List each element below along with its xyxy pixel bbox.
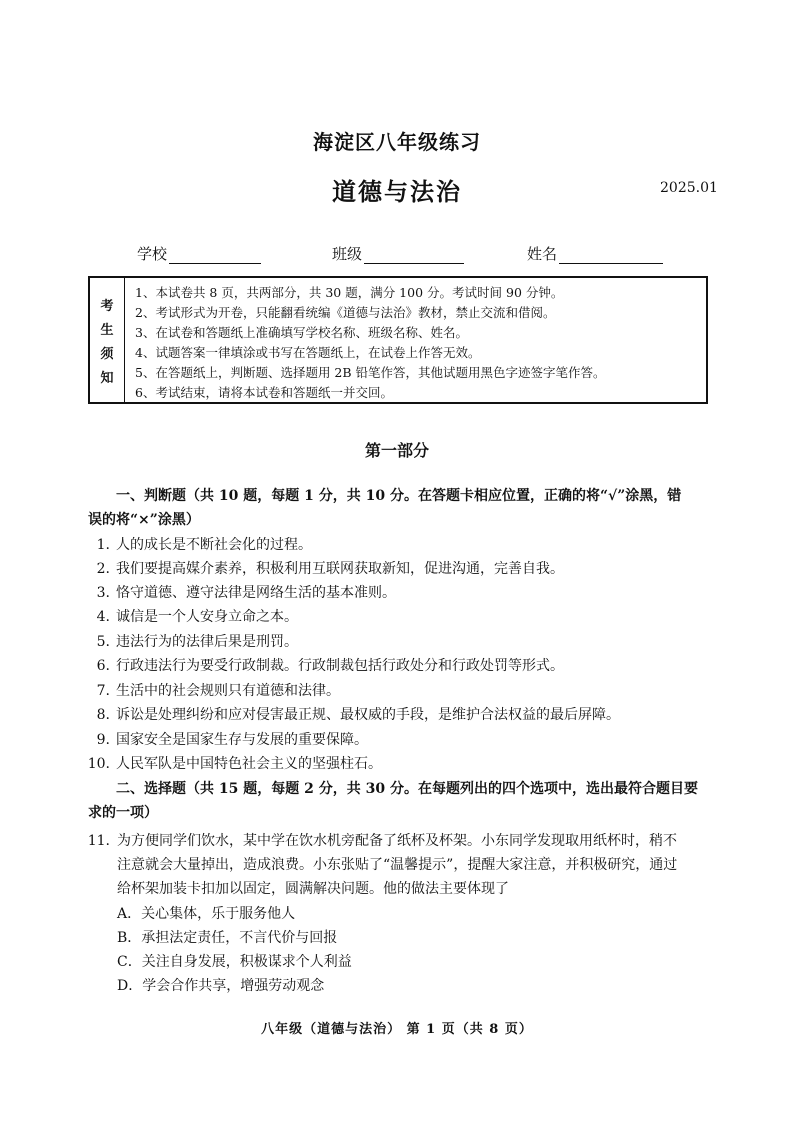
question-7 — [82, 679, 340, 703]
question-2 — [82, 557, 564, 581]
question-text: 诚信是一个人安身立命之本。 — [116, 609, 298, 625]
page-footer: 八年级（道德与法治） 第 1 页（共 8 页） — [261, 1022, 533, 1037]
question-text: 恪守道德、遵守法律是网络生活的基本准则。 — [116, 585, 396, 601]
option-d: D．学会合作共享，增强劳动观念 — [117, 978, 325, 994]
question-number: 5. — [96, 634, 110, 650]
question-number: 8. — [96, 707, 110, 723]
notice-item: 3、在试卷和答题纸上准确填写学校名称、班级名称、姓名。 — [135, 325, 468, 340]
notice-item: 6、考试结束，请将本试卷和答题纸一并交回。 — [135, 385, 393, 400]
name-field[interactable] — [527, 243, 663, 264]
question-4 — [82, 605, 298, 629]
question-10 — [82, 752, 382, 776]
name-blank[interactable] — [559, 247, 663, 264]
question-number: 6. — [96, 658, 110, 674]
section2-heading-line2: 求的一项） — [88, 805, 158, 821]
notice-heading-char: 须 — [100, 346, 114, 362]
question-number: 1. — [96, 537, 110, 553]
name-label: 姓名 — [527, 245, 558, 263]
option-b: B．承担法定责任，不言代价与回报 — [117, 930, 338, 946]
notice-item: 4、试题答案一律填涂或书写在答题纸上，在试卷上作答无效。 — [135, 345, 481, 360]
class-blank[interactable] — [364, 247, 464, 264]
school-blank[interactable] — [169, 247, 261, 264]
question-text: 人民军队是中国特色社会主义的坚强柱石。 — [116, 756, 382, 772]
notice-heading — [90, 278, 125, 402]
question-number: 2. — [96, 561, 110, 577]
question-number: 7. — [96, 683, 110, 699]
question-number: 3. — [96, 585, 110, 601]
question-text: 诉讼是处理纠纷和应对侵害最正规、最权威的手段，是维护合法权益的最后屏障。 — [116, 707, 620, 723]
notice-heading-char: 考 — [100, 298, 114, 314]
question-number: 9. — [96, 732, 110, 748]
question-8 — [82, 703, 620, 727]
option-c: C．关注自身发展，积极谋求个人利益 — [117, 954, 352, 970]
section1-heading-line1: 一、判断题（共 10 题，每题 1 分，共 10 分。在答题卡相应位置，正确的将“√”涂黑，错 — [116, 488, 682, 504]
option-a: A．关心集体，乐于服务他人 — [117, 906, 296, 922]
notice-item: 2、考试形式为开卷，只能翻看统编《道德与法治》教材，禁止交流和借阅。 — [135, 305, 556, 320]
notice-list — [125, 278, 706, 402]
question-3 — [82, 581, 396, 605]
school-field[interactable] — [137, 243, 261, 264]
question-number: 11. — [87, 833, 110, 849]
question-11-line: 给杯架加装卡扣加以固定，圆满解决问题。他的做法主要体现了 — [117, 881, 509, 897]
subject-title: 道德与法治 — [332, 177, 462, 206]
question-1 — [82, 533, 312, 557]
section1-heading-line2: 误的将“×”涂黑） — [88, 512, 200, 528]
question-9 — [82, 728, 368, 752]
section1-heading — [88, 484, 716, 532]
question-text: 行政违法行为要受行政制裁。行政制裁包括行政处分和行政处罚等形式。 — [116, 658, 564, 674]
exam-notice-box — [88, 276, 708, 404]
notice-item: 1、本试卷共 8 页，共两部分，共 30 题，满分 100 分。考试时间 90 分钟。 — [135, 285, 564, 300]
question-text: 人的成长是不断社会化的过程。 — [116, 537, 312, 553]
school-label: 学校 — [137, 245, 168, 263]
question-5 — [82, 630, 298, 654]
question-11-line: 为方便同学们饮水，某中学在饮水机旁配备了纸杯及杯架。小东同学发现取用纸杯时，稍不 — [117, 833, 677, 849]
class-field[interactable] — [332, 243, 464, 264]
notice-item: 5、在答题纸上，判断题、选择题用 2B 铅笔作答，其他试题用黑色字迹签字笔作答。 — [135, 365, 606, 380]
question-text: 生活中的社会规则只有道德和法律。 — [116, 683, 340, 699]
exam-title: 海淀区八年级练习 — [313, 130, 481, 154]
exam-date: 2025.01 — [660, 180, 718, 196]
section2-heading-line1: 二、选择题（共 15 题，每题 2 分，共 30 分。在每题列出的四个选项中，选出最符合题目要 — [116, 781, 698, 797]
part-title: 第一部分 — [364, 441, 429, 460]
question-text: 我们要提高媒介素养，积极利用互联网获取新知，促进沟通，完善自我。 — [116, 561, 564, 577]
question-text: 国家安全是国家生存与发展的重要保障。 — [116, 732, 368, 748]
notice-heading-char: 生 — [100, 322, 114, 338]
question-11-line: 注意就会大量掉出，造成浪费。小东张贴了“温馨提示”，提醒大家注意，并积极研究，通过 — [117, 857, 678, 873]
notice-heading-char: 知 — [100, 370, 114, 386]
question-text: 违法行为的法律后果是刑罚。 — [116, 634, 298, 650]
question-11-stem — [117, 829, 717, 901]
class-label: 班级 — [332, 245, 363, 263]
question-number: 4. — [96, 609, 110, 625]
section2-heading — [88, 777, 716, 825]
question-11 — [82, 829, 116, 853]
question-6 — [82, 654, 564, 678]
question-number: 10. — [87, 756, 110, 772]
